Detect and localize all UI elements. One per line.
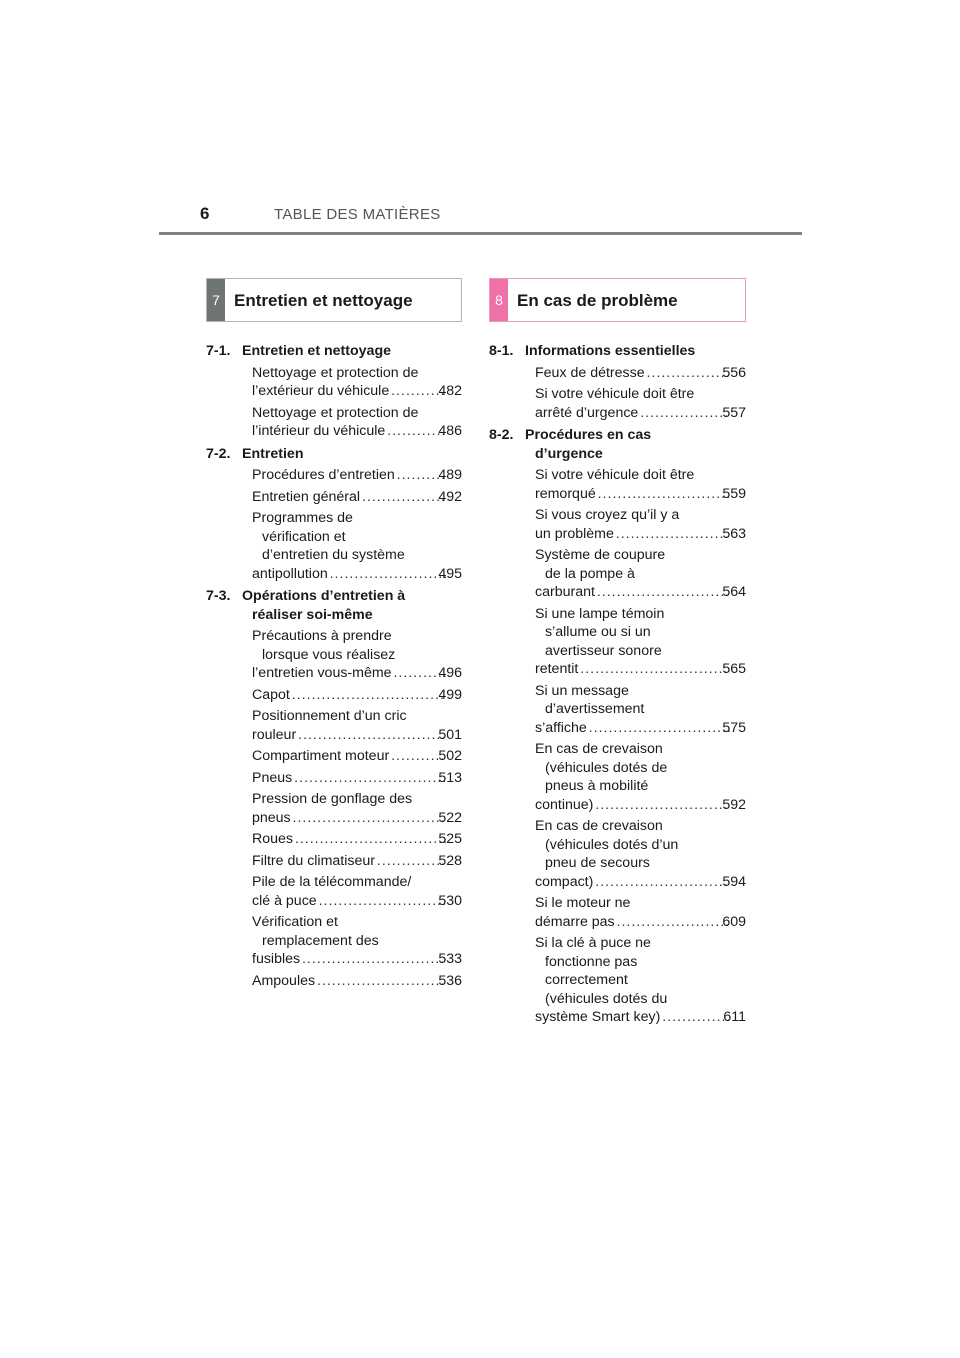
- toc-page-number: 525: [438, 831, 462, 847]
- toc-entry-line: Si un message: [535, 682, 629, 699]
- dot-leader: [617, 913, 731, 932]
- toc-entry-text: [252, 972, 462, 991]
- toc-entry-line: remplacement des: [262, 932, 379, 949]
- toc-entry-leader-line: [535, 719, 746, 738]
- toc-page-number: 564: [722, 584, 746, 600]
- dot-leader: [295, 830, 446, 849]
- section-title: [525, 342, 746, 361]
- dot-leader: [294, 769, 446, 788]
- section-title-line: d’urgence: [535, 445, 603, 462]
- toc-entry-text: [252, 509, 462, 583]
- toc-entry-leader-line: [252, 488, 462, 507]
- toc-entry-text: [252, 488, 462, 507]
- toc-entry-last-line: rouleur: [252, 726, 297, 743]
- toc-entry-line: Nettoyage et protection de: [252, 404, 419, 421]
- toc-page-number: 522: [438, 809, 462, 826]
- toc-entry-text: [252, 873, 462, 910]
- section-title: [242, 445, 462, 464]
- toc-entry-last-line: l’entretien vous-même: [252, 665, 392, 681]
- toc-entry-last-line: compact): [535, 873, 594, 890]
- dot-leader: [302, 950, 446, 969]
- toc-page-number: 565: [722, 661, 746, 677]
- toc-entry-line: avertisseur sonore: [545, 642, 662, 659]
- toc-entry-leader-line: [252, 686, 462, 705]
- header-rule: [159, 232, 802, 235]
- toc-entry[interactable]: [206, 488, 462, 507]
- dot-leader: [298, 726, 446, 745]
- toc-entry-leader-line: [252, 809, 462, 828]
- toc-entry-last-line: Roues: [252, 831, 294, 847]
- toc-entry-text: [252, 404, 462, 441]
- toc-page-number: 502: [438, 748, 462, 764]
- toc-entry-line: de la pompe à: [545, 565, 635, 582]
- toc-entry-line: Pression de gonflage des: [252, 791, 413, 807]
- toc-entry-last-line: arrêté d’urgence: [535, 404, 639, 421]
- toc-entry-text: [535, 385, 746, 422]
- toc-section: [206, 587, 462, 990]
- toc-entry-leader-line: [535, 1008, 746, 1027]
- toc-entry-text: [535, 740, 746, 814]
- toc-entry-leader-line: [535, 873, 746, 892]
- toc-entry-last-line: s’affiche: [535, 719, 587, 736]
- toc-entry-text: [535, 817, 746, 891]
- toc-page-number: 528: [438, 852, 462, 869]
- toc-entry-leader-line: [535, 583, 746, 602]
- toc-entry-last-line: Feux de détresse: [535, 364, 645, 381]
- toc-entry-last-line: Entretien général: [252, 488, 361, 505]
- toc-page-number: 530: [438, 892, 462, 909]
- toc-entry-line: Si votre véhicule doit être: [535, 386, 695, 402]
- toc-entry[interactable]: [489, 546, 746, 602]
- toc-entry-leader-line: [252, 852, 462, 871]
- toc-entry-text: [535, 466, 746, 503]
- dot-leader: [662, 1008, 731, 1027]
- toc-entry[interactable]: [206, 852, 462, 871]
- toc-entry-line: Si le moteur ne: [535, 895, 631, 911]
- toc-page-number: 557: [722, 404, 746, 421]
- toc-page-number: 594: [722, 873, 746, 890]
- toc-entry-last-line: carburant: [535, 584, 595, 600]
- toc-entry-leader-line: [252, 892, 462, 911]
- section-heading[interactable]: [489, 426, 746, 463]
- section-number: 7-1.: [206, 343, 231, 359]
- toc-entry[interactable]: [206, 466, 462, 485]
- dot-leader: [589, 719, 731, 738]
- dot-leader: [616, 525, 730, 544]
- toc-entry-text: [535, 506, 746, 543]
- section-title-line: Procédures en cas: [525, 427, 652, 443]
- toc-entry[interactable]: [489, 506, 746, 543]
- toc-entry[interactable]: [489, 934, 746, 1027]
- toc-page-number: 489: [438, 467, 462, 483]
- toc-entry[interactable]: [206, 873, 462, 910]
- toc-entry-last-line: Ampoules: [252, 972, 316, 989]
- toc-entry-text: [252, 627, 462, 683]
- dot-leader: [647, 364, 731, 383]
- toc-entry-last-line: Pneus: [252, 769, 293, 786]
- toc-entry-line: Si vous croyez qu’il y a: [535, 507, 680, 523]
- toc-entry-last-line: l’extérieur du véhicule: [252, 383, 390, 399]
- toc-page-number: 495: [438, 565, 462, 582]
- section-number: 7-2.: [206, 445, 231, 462]
- section-title-line: Opérations d’entretien à: [242, 588, 406, 604]
- toc-entry-leader-line: [252, 972, 462, 991]
- toc-entry-text: [252, 830, 462, 849]
- toc-entry[interactable]: [206, 707, 462, 744]
- toc-entry[interactable]: [206, 913, 462, 969]
- toc-section: [489, 342, 746, 422]
- toc-entry-line: En cas de crevaison: [535, 818, 663, 834]
- chapter-7-heading[interactable]: [206, 278, 462, 322]
- toc-entry[interactable]: [489, 605, 746, 679]
- toc-page-number: 563: [722, 525, 746, 542]
- toc-section: [206, 342, 462, 441]
- toc-entry-last-line: Compartiment moteur: [252, 748, 390, 764]
- toc-entry-text: [252, 747, 462, 766]
- toc-section: [489, 426, 746, 1027]
- toc-page-number: 592: [722, 796, 746, 813]
- toc-entry[interactable]: [489, 682, 746, 738]
- section-heading[interactable]: [206, 587, 462, 624]
- toc-entry-leader-line: [252, 422, 462, 441]
- toc-page-number: 533: [438, 951, 462, 967]
- toc-entry-line: Si une lampe témoin: [535, 605, 665, 622]
- toc-entry-text: [252, 790, 462, 827]
- toc-entry-text: [535, 682, 746, 738]
- toc-entry[interactable]: [206, 830, 462, 849]
- toc-entry[interactable]: [206, 364, 462, 401]
- section-number: 7-3.: [206, 588, 231, 604]
- dot-leader: [319, 892, 447, 911]
- section-number: 8-2.: [489, 427, 514, 443]
- toc-entry[interactable]: [206, 627, 462, 683]
- chapter-7-column: [206, 278, 462, 994]
- section-title: [242, 342, 462, 361]
- toc-entry-text: [252, 852, 462, 871]
- toc-page-number: 501: [438, 726, 462, 743]
- toc-entry-line: correctement: [545, 972, 628, 988]
- toc-page-number: 513: [438, 769, 462, 786]
- chapter-8-heading[interactable]: [489, 278, 746, 322]
- toc-entry-last-line: fusibles: [252, 951, 301, 967]
- toc-entry-line: Nettoyage et protection de: [252, 364, 419, 381]
- toc-page-number: 499: [438, 686, 462, 703]
- toc-entry-line: (véhicules dotés du: [545, 990, 668, 1007]
- toc-page-number: 486: [438, 423, 462, 439]
- toc-entry-leader-line: [252, 747, 462, 766]
- toc-page-number: 609: [722, 913, 746, 930]
- toc-entry-line: (véhicules dotés d’un: [545, 836, 679, 853]
- toc-entry-text: [535, 546, 746, 602]
- toc-entry-last-line: antipollution: [252, 565, 328, 582]
- toc-entry[interactable]: [206, 790, 462, 827]
- toc-page-number: 611: [723, 1009, 746, 1025]
- chapter-8-title: En cas de problème: [517, 291, 678, 310]
- toc-entry-last-line: clé à puce: [252, 892, 317, 909]
- toc-entry-last-line: remorqué: [535, 485, 596, 502]
- toc-entry-leader-line: [535, 525, 746, 544]
- toc-entry-text: [535, 364, 746, 383]
- toc-entry-line: vérification et: [262, 528, 346, 545]
- page-number: 6: [200, 204, 210, 223]
- toc-entry-leader-line: [535, 913, 746, 932]
- toc-entry-text: [252, 769, 462, 788]
- dot-leader: [292, 686, 446, 705]
- toc-entry-last-line: démarre pas: [535, 913, 615, 930]
- page-header: [0, 204, 960, 228]
- toc-entry[interactable]: [489, 385, 746, 422]
- toc-entry-leader-line: [535, 485, 746, 504]
- dot-leader: [595, 873, 730, 892]
- toc-entry-text: [535, 605, 746, 679]
- section-number: 8-1.: [489, 343, 514, 359]
- chapter-8-tab: 8: [490, 279, 508, 321]
- dot-leader: [598, 485, 731, 504]
- toc-entry[interactable]: [206, 686, 462, 705]
- toc-entry[interactable]: [206, 509, 462, 583]
- toc-entry-last-line: système Smart key): [535, 1009, 661, 1025]
- toc-entry-last-line: Capot: [252, 686, 290, 703]
- toc-entry-last-line: retentit: [535, 661, 579, 677]
- toc-entry[interactable]: [489, 466, 746, 503]
- toc-entry-last-line: Filtre du climatiseur: [252, 852, 375, 869]
- dot-leader: [580, 660, 730, 679]
- toc-entry-leader-line: [252, 769, 462, 788]
- toc-entry-leader-line: [535, 796, 746, 815]
- toc-entry-line: lorsque vous réalisez: [262, 646, 396, 663]
- toc-entry-leader-line: [252, 726, 462, 745]
- toc-entry-last-line: pneus: [252, 809, 291, 826]
- chapter-7-sections: [206, 342, 462, 990]
- toc-entry-line: Précautions à prendre: [252, 628, 392, 644]
- section-heading[interactable]: [206, 342, 462, 361]
- toc-entry-text: [252, 466, 462, 485]
- toc-entry[interactable]: [489, 364, 746, 383]
- toc-entry-line: Si la clé à puce ne: [535, 935, 651, 951]
- section-title-line: Entretien et nettoyage: [242, 343, 391, 359]
- chapter-7-title: Entretien et nettoyage: [234, 291, 413, 310]
- section-title-line: Entretien: [242, 445, 304, 462]
- toc-entry[interactable]: [206, 404, 462, 441]
- toc-page-number: 482: [438, 383, 462, 399]
- toc-entry-text: [252, 686, 462, 705]
- section-title: [242, 587, 462, 624]
- toc-entry-text: [252, 364, 462, 401]
- section-title-line: Informations essentielles: [525, 343, 696, 359]
- toc-entry-line: Programmes de: [252, 510, 353, 526]
- toc-entry-last-line: l’intérieur du véhicule: [252, 423, 386, 439]
- toc-entry-line: Vérification et: [252, 914, 338, 930]
- toc-entry-line: s’allume ou si un: [545, 624, 651, 640]
- toc-entry-leader-line: [535, 404, 746, 423]
- toc-entry-leader-line: [535, 364, 746, 383]
- toc-entry-last-line: un problème: [535, 525, 614, 542]
- toc-entry-line: Positionnement d’un cric: [252, 708, 407, 724]
- toc-entry-text: [252, 913, 462, 969]
- toc-entry-line: En cas de crevaison: [535, 741, 663, 757]
- toc-entry-leader-line: [535, 660, 746, 679]
- toc-entry-last-line: Procédures d’entretien: [252, 467, 395, 483]
- toc-entry-text: [535, 934, 746, 1027]
- toc-page-number: 492: [438, 488, 462, 505]
- toc-entry[interactable]: [206, 769, 462, 788]
- toc-entry[interactable]: [489, 894, 746, 931]
- toc-entry[interactable]: [206, 972, 462, 991]
- dot-leader: [595, 796, 730, 815]
- dot-leader: [640, 404, 730, 423]
- dot-leader: [293, 809, 447, 828]
- toc-entry-leader-line: [252, 565, 462, 584]
- toc-page-number: 496: [438, 665, 462, 681]
- header-title: TABLE DES MATIÈRES: [274, 206, 441, 223]
- toc-entry-line: (véhicules dotés de: [545, 759, 668, 776]
- toc-section: [206, 445, 462, 584]
- chapter-7-tab: 7: [207, 279, 225, 321]
- dot-leader: [597, 583, 730, 602]
- dot-leader: [317, 972, 446, 991]
- toc-entry-leader-line: [252, 664, 462, 683]
- toc-entry[interactable]: [206, 747, 462, 766]
- toc-entry-text: [535, 894, 746, 931]
- toc-entry-line: Système de coupure: [535, 547, 666, 563]
- toc-entry-line: fonctionne pas: [545, 953, 638, 970]
- toc-entry-leader-line: [252, 466, 462, 485]
- chapter-8-sections: [489, 342, 746, 1027]
- dot-leader: [362, 488, 446, 507]
- section-title-line: réaliser soi-même: [252, 606, 373, 623]
- toc-page-number: 559: [722, 485, 746, 502]
- toc-page-number: 575: [722, 719, 746, 736]
- dot-leader: [377, 852, 446, 871]
- dot-leader: [330, 565, 447, 584]
- toc-entry-line: pneus à mobilité: [545, 778, 649, 794]
- toc-page-number: 556: [722, 364, 746, 381]
- toc-entry[interactable]: [489, 817, 746, 891]
- toc-entry-text: [252, 707, 462, 744]
- toc-entry-last-line: continue): [535, 796, 594, 813]
- toc-entry-line: d’entretien du système: [262, 547, 405, 563]
- toc-entry[interactable]: [489, 740, 746, 814]
- toc-entry-line: pneu de secours: [545, 855, 650, 871]
- chapter-8-column: [489, 278, 746, 1031]
- section-title: [525, 426, 746, 463]
- toc-entry-leader-line: [252, 950, 462, 969]
- toc-entry-leader-line: [252, 830, 462, 849]
- toc-entry-line: Si votre véhicule doit être: [535, 467, 695, 483]
- toc-entry-line: d’avertissement: [545, 701, 645, 717]
- toc-entry-line: Pile de la télécommande/: [252, 874, 412, 890]
- toc-entry-leader-line: [252, 382, 462, 401]
- toc-page-number: 536: [438, 972, 462, 989]
- section-heading[interactable]: [206, 445, 462, 464]
- section-heading[interactable]: [489, 342, 746, 361]
